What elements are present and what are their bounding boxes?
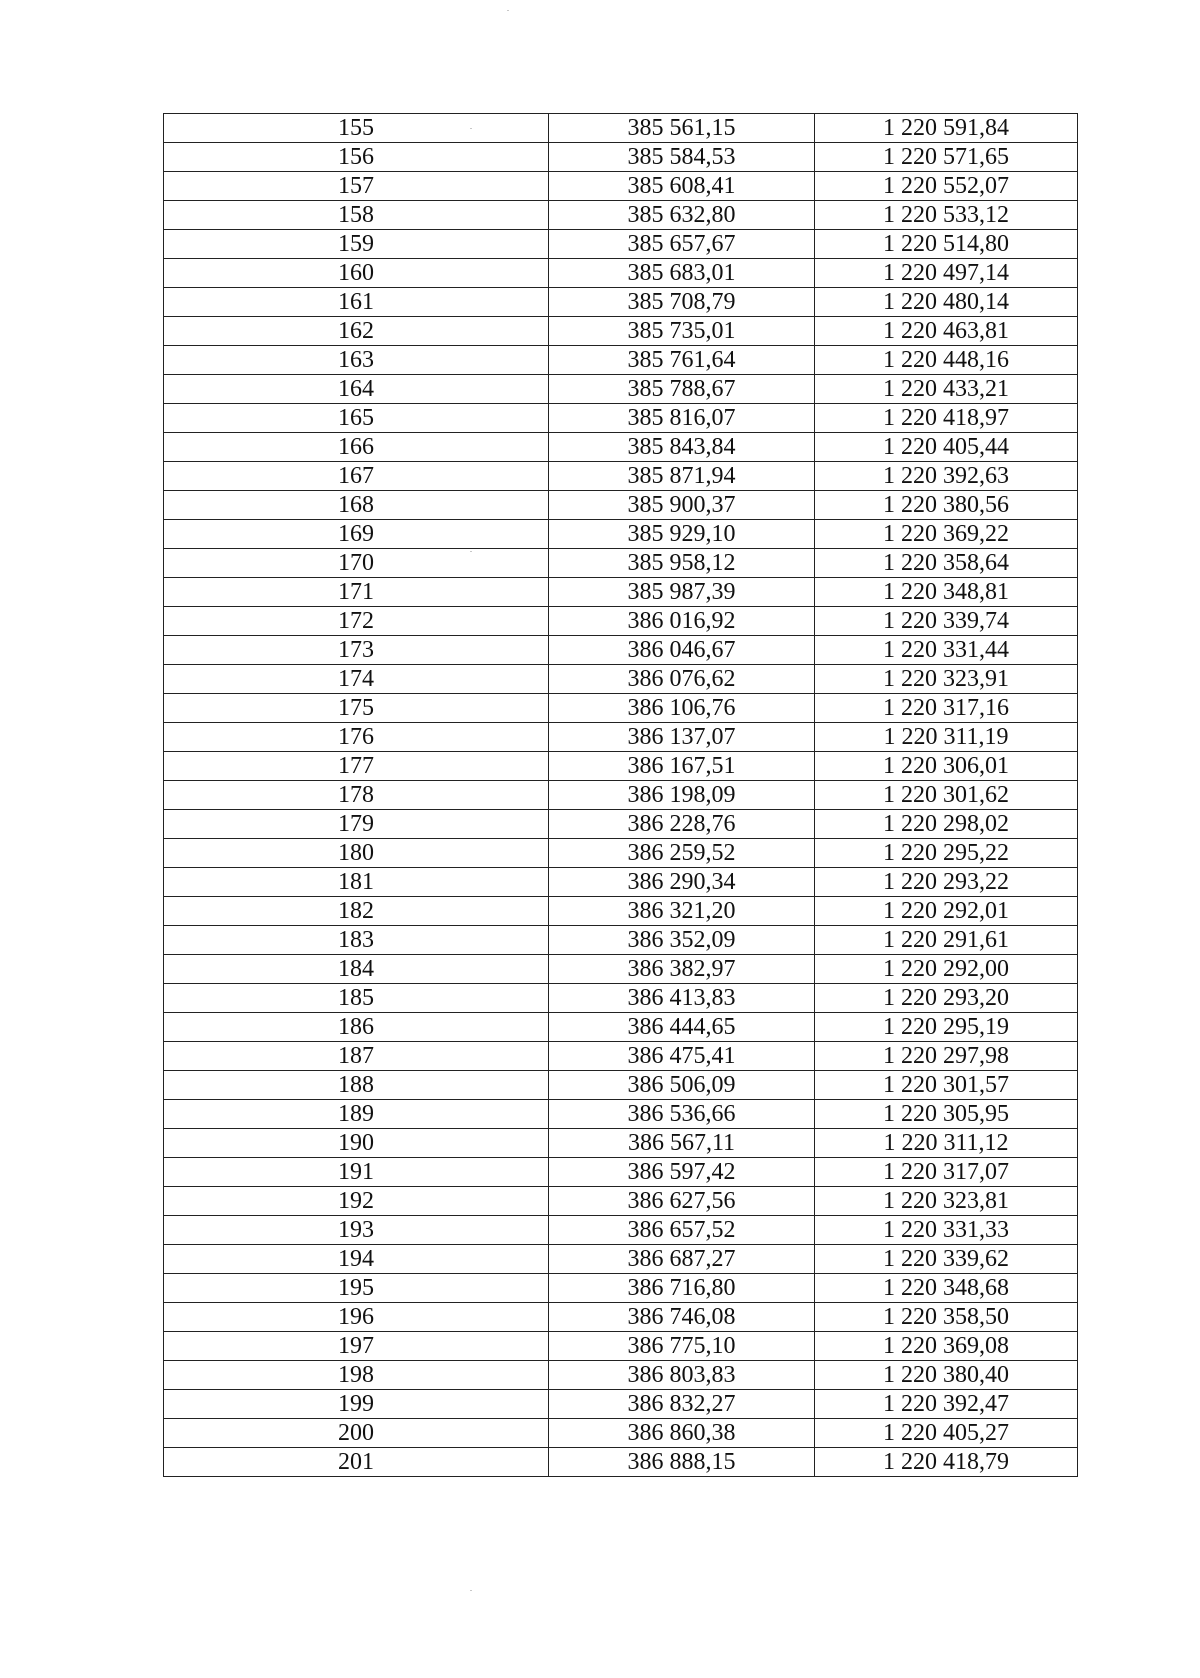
table-row: [164, 868, 1078, 897]
table-row: [164, 955, 1078, 984]
point-number-cell: 173: [164, 636, 549, 665]
x-coordinate-cell: 386 352,09: [549, 926, 815, 955]
table-row: [164, 752, 1078, 781]
y-coordinate-cell: 1 220 571,65: [815, 143, 1078, 172]
table-row: [164, 636, 1078, 665]
point-number-cell: 193: [164, 1216, 549, 1245]
x-coordinate-cell: 385 632,80: [549, 201, 815, 230]
point-number-cell: 165: [164, 404, 549, 433]
y-coordinate-cell: 1 220 392,47: [815, 1390, 1078, 1419]
x-coordinate-cell: 386 803,83: [549, 1361, 815, 1390]
point-number-cell: 199: [164, 1390, 549, 1419]
x-coordinate-cell: 385 561,15: [549, 114, 815, 143]
point-number-cell: 174: [164, 665, 549, 694]
table-row: [164, 1216, 1078, 1245]
x-coordinate-cell: 386 016,92: [549, 607, 815, 636]
table-row: [164, 984, 1078, 1013]
table-row: [164, 201, 1078, 230]
y-coordinate-cell: 1 220 463,81: [815, 317, 1078, 346]
point-number-cell: 177: [164, 752, 549, 781]
y-coordinate-cell: 1 220 552,07: [815, 172, 1078, 201]
y-coordinate-cell: 1 220 405,44: [815, 433, 1078, 462]
x-coordinate-cell: 385 608,41: [549, 172, 815, 201]
y-coordinate-cell: 1 220 369,22: [815, 520, 1078, 549]
point-number-cell: 194: [164, 1245, 549, 1274]
x-coordinate-cell: 386 413,83: [549, 984, 815, 1013]
y-coordinate-cell: 1 220 317,16: [815, 694, 1078, 723]
table-row: [164, 1158, 1078, 1187]
y-coordinate-cell: 1 220 305,95: [815, 1100, 1078, 1129]
x-coordinate-cell: 386 687,27: [549, 1245, 815, 1274]
point-number-cell: 184: [164, 955, 549, 984]
x-coordinate-cell: 385 735,01: [549, 317, 815, 346]
point-number-cell: 157: [164, 172, 549, 201]
x-coordinate-cell: 386 167,51: [549, 752, 815, 781]
table-row: [164, 1361, 1078, 1390]
x-coordinate-cell: 385 761,64: [549, 346, 815, 375]
point-number-cell: 156: [164, 143, 549, 172]
x-coordinate-cell: 385 843,84: [549, 433, 815, 462]
y-coordinate-cell: 1 220 591,84: [815, 114, 1078, 143]
point-number-cell: 186: [164, 1013, 549, 1042]
x-coordinate-cell: 386 444,65: [549, 1013, 815, 1042]
point-number-cell: 179: [164, 810, 549, 839]
y-coordinate-cell: 1 220 348,68: [815, 1274, 1078, 1303]
table-row: [164, 1245, 1078, 1274]
table-row: [164, 665, 1078, 694]
y-coordinate-cell: 1 220 392,63: [815, 462, 1078, 491]
table-row: [164, 781, 1078, 810]
table-row: [164, 114, 1078, 143]
table-row: [164, 317, 1078, 346]
table-row: [164, 172, 1078, 201]
table-row: [164, 433, 1078, 462]
table-row: [164, 462, 1078, 491]
x-coordinate-cell: 385 657,67: [549, 230, 815, 259]
x-coordinate-cell: 385 708,79: [549, 288, 815, 317]
y-coordinate-cell: 1 220 418,79: [815, 1448, 1078, 1477]
y-coordinate-cell: 1 220 323,91: [815, 665, 1078, 694]
y-coordinate-cell: 1 220 291,61: [815, 926, 1078, 955]
x-coordinate-cell: 386 106,76: [549, 694, 815, 723]
y-coordinate-cell: 1 220 405,27: [815, 1419, 1078, 1448]
y-coordinate-cell: 1 220 293,22: [815, 868, 1078, 897]
y-coordinate-cell: 1 220 348,81: [815, 578, 1078, 607]
x-coordinate-cell: 386 536,66: [549, 1100, 815, 1129]
point-number-cell: 190: [164, 1129, 549, 1158]
x-coordinate-cell: 386 198,09: [549, 781, 815, 810]
coordinates-table-body: [164, 114, 1078, 1477]
point-number-cell: 183: [164, 926, 549, 955]
x-coordinate-cell: 386 832,27: [549, 1390, 815, 1419]
table-row: [164, 926, 1078, 955]
table-row: [164, 1100, 1078, 1129]
x-coordinate-cell: 385 929,10: [549, 520, 815, 549]
x-coordinate-cell: 385 871,94: [549, 462, 815, 491]
y-coordinate-cell: 1 220 339,62: [815, 1245, 1078, 1274]
table-row: [164, 404, 1078, 433]
point-number-cell: 195: [164, 1274, 549, 1303]
point-number-cell: 170: [164, 549, 549, 578]
x-coordinate-cell: 385 584,53: [549, 143, 815, 172]
x-coordinate-cell: 386 627,56: [549, 1187, 815, 1216]
point-number-cell: 187: [164, 1042, 549, 1071]
point-number-cell: 155: [164, 114, 549, 143]
y-coordinate-cell: 1 220 380,40: [815, 1361, 1078, 1390]
x-coordinate-cell: 385 788,67: [549, 375, 815, 404]
scan-speck: [507, 10, 509, 11]
point-number-cell: 178: [164, 781, 549, 810]
point-number-cell: 176: [164, 723, 549, 752]
table-row: [164, 143, 1078, 172]
table-row: [164, 1187, 1078, 1216]
point-number-cell: 192: [164, 1187, 549, 1216]
y-coordinate-cell: 1 220 418,97: [815, 404, 1078, 433]
x-coordinate-cell: 385 816,07: [549, 404, 815, 433]
scan-speck: [470, 1590, 472, 1591]
y-coordinate-cell: 1 220 369,08: [815, 1332, 1078, 1361]
y-coordinate-cell: 1 220 306,01: [815, 752, 1078, 781]
y-coordinate-cell: 1 220 323,81: [815, 1187, 1078, 1216]
y-coordinate-cell: 1 220 311,19: [815, 723, 1078, 752]
y-coordinate-cell: 1 220 295,19: [815, 1013, 1078, 1042]
point-number-cell: 168: [164, 491, 549, 520]
y-coordinate-cell: 1 220 301,57: [815, 1071, 1078, 1100]
point-number-cell: 188: [164, 1071, 549, 1100]
y-coordinate-cell: 1 220 339,74: [815, 607, 1078, 636]
table-row: [164, 549, 1078, 578]
y-coordinate-cell: 1 220 292,01: [815, 897, 1078, 926]
x-coordinate-cell: 385 900,37: [549, 491, 815, 520]
y-coordinate-cell: 1 220 380,56: [815, 491, 1078, 520]
x-coordinate-cell: 386 716,80: [549, 1274, 815, 1303]
x-coordinate-cell: 386 597,42: [549, 1158, 815, 1187]
y-coordinate-cell: 1 220 358,50: [815, 1303, 1078, 1332]
table-row: [164, 1448, 1078, 1477]
point-number-cell: 162: [164, 317, 549, 346]
x-coordinate-cell: 385 683,01: [549, 259, 815, 288]
y-coordinate-cell: 1 220 293,20: [815, 984, 1078, 1013]
table-row: [164, 1129, 1078, 1158]
y-coordinate-cell: 1 220 295,22: [815, 839, 1078, 868]
point-number-cell: 182: [164, 897, 549, 926]
point-number-cell: 158: [164, 201, 549, 230]
y-coordinate-cell: 1 220 497,14: [815, 259, 1078, 288]
table-row: [164, 578, 1078, 607]
point-number-cell: 180: [164, 839, 549, 868]
coordinates-table: [163, 113, 1078, 1477]
y-coordinate-cell: 1 220 433,21: [815, 375, 1078, 404]
table-row: [164, 1332, 1078, 1361]
y-coordinate-cell: 1 220 298,02: [815, 810, 1078, 839]
point-number-cell: 167: [164, 462, 549, 491]
table-row: [164, 810, 1078, 839]
table-row: [164, 1419, 1078, 1448]
table-row: [164, 694, 1078, 723]
point-number-cell: 185: [164, 984, 549, 1013]
table-row: [164, 1303, 1078, 1332]
point-number-cell: 172: [164, 607, 549, 636]
y-coordinate-cell: 1 220 331,44: [815, 636, 1078, 665]
table-row: [164, 1013, 1078, 1042]
x-coordinate-cell: 386 228,76: [549, 810, 815, 839]
y-coordinate-cell: 1 220 358,64: [815, 549, 1078, 578]
table-row: [164, 288, 1078, 317]
x-coordinate-cell: 386 259,52: [549, 839, 815, 868]
x-coordinate-cell: 386 290,34: [549, 868, 815, 897]
y-coordinate-cell: 1 220 292,00: [815, 955, 1078, 984]
x-coordinate-cell: 386 076,62: [549, 665, 815, 694]
point-number-cell: 163: [164, 346, 549, 375]
table-row: [164, 520, 1078, 549]
x-coordinate-cell: 386 657,52: [549, 1216, 815, 1245]
table-row: [164, 491, 1078, 520]
point-number-cell: 166: [164, 433, 549, 462]
point-number-cell: 164: [164, 375, 549, 404]
table-row: [164, 607, 1078, 636]
x-coordinate-cell: 386 137,07: [549, 723, 815, 752]
table-row: [164, 1042, 1078, 1071]
point-number-cell: 175: [164, 694, 549, 723]
table-row: [164, 259, 1078, 288]
y-coordinate-cell: 1 220 317,07: [815, 1158, 1078, 1187]
point-number-cell: 197: [164, 1332, 549, 1361]
y-coordinate-cell: 1 220 480,14: [815, 288, 1078, 317]
x-coordinate-cell: 386 382,97: [549, 955, 815, 984]
x-coordinate-cell: 386 775,10: [549, 1332, 815, 1361]
y-coordinate-cell: 1 220 301,62: [815, 781, 1078, 810]
table-row: [164, 1071, 1078, 1100]
y-coordinate-cell: 1 220 533,12: [815, 201, 1078, 230]
point-number-cell: 189: [164, 1100, 549, 1129]
point-number-cell: 169: [164, 520, 549, 549]
x-coordinate-cell: 385 987,39: [549, 578, 815, 607]
point-number-cell: 198: [164, 1361, 549, 1390]
point-number-cell: 171: [164, 578, 549, 607]
y-coordinate-cell: 1 220 448,16: [815, 346, 1078, 375]
table-row: [164, 839, 1078, 868]
table-row: [164, 1390, 1078, 1419]
table-row: [164, 346, 1078, 375]
y-coordinate-cell: 1 220 331,33: [815, 1216, 1078, 1245]
x-coordinate-cell: 386 321,20: [549, 897, 815, 926]
x-coordinate-cell: 386 475,41: [549, 1042, 815, 1071]
table-row: [164, 230, 1078, 259]
y-coordinate-cell: 1 220 297,98: [815, 1042, 1078, 1071]
point-number-cell: 160: [164, 259, 549, 288]
point-number-cell: 191: [164, 1158, 549, 1187]
point-number-cell: 196: [164, 1303, 549, 1332]
table-row: [164, 723, 1078, 752]
point-number-cell: 200: [164, 1419, 549, 1448]
y-coordinate-cell: 1 220 311,12: [815, 1129, 1078, 1158]
point-number-cell: 161: [164, 288, 549, 317]
table-row: [164, 897, 1078, 926]
x-coordinate-cell: 386 888,15: [549, 1448, 815, 1477]
x-coordinate-cell: 386 506,09: [549, 1071, 815, 1100]
point-number-cell: 181: [164, 868, 549, 897]
table-row: [164, 1274, 1078, 1303]
y-coordinate-cell: 1 220 514,80: [815, 230, 1078, 259]
x-coordinate-cell: 386 567,11: [549, 1129, 815, 1158]
table-row: [164, 375, 1078, 404]
x-coordinate-cell: 386 046,67: [549, 636, 815, 665]
x-coordinate-cell: 386 746,08: [549, 1303, 815, 1332]
x-coordinate-cell: 385 958,12: [549, 549, 815, 578]
x-coordinate-cell: 386 860,38: [549, 1419, 815, 1448]
point-number-cell: 201: [164, 1448, 549, 1477]
point-number-cell: 159: [164, 230, 549, 259]
